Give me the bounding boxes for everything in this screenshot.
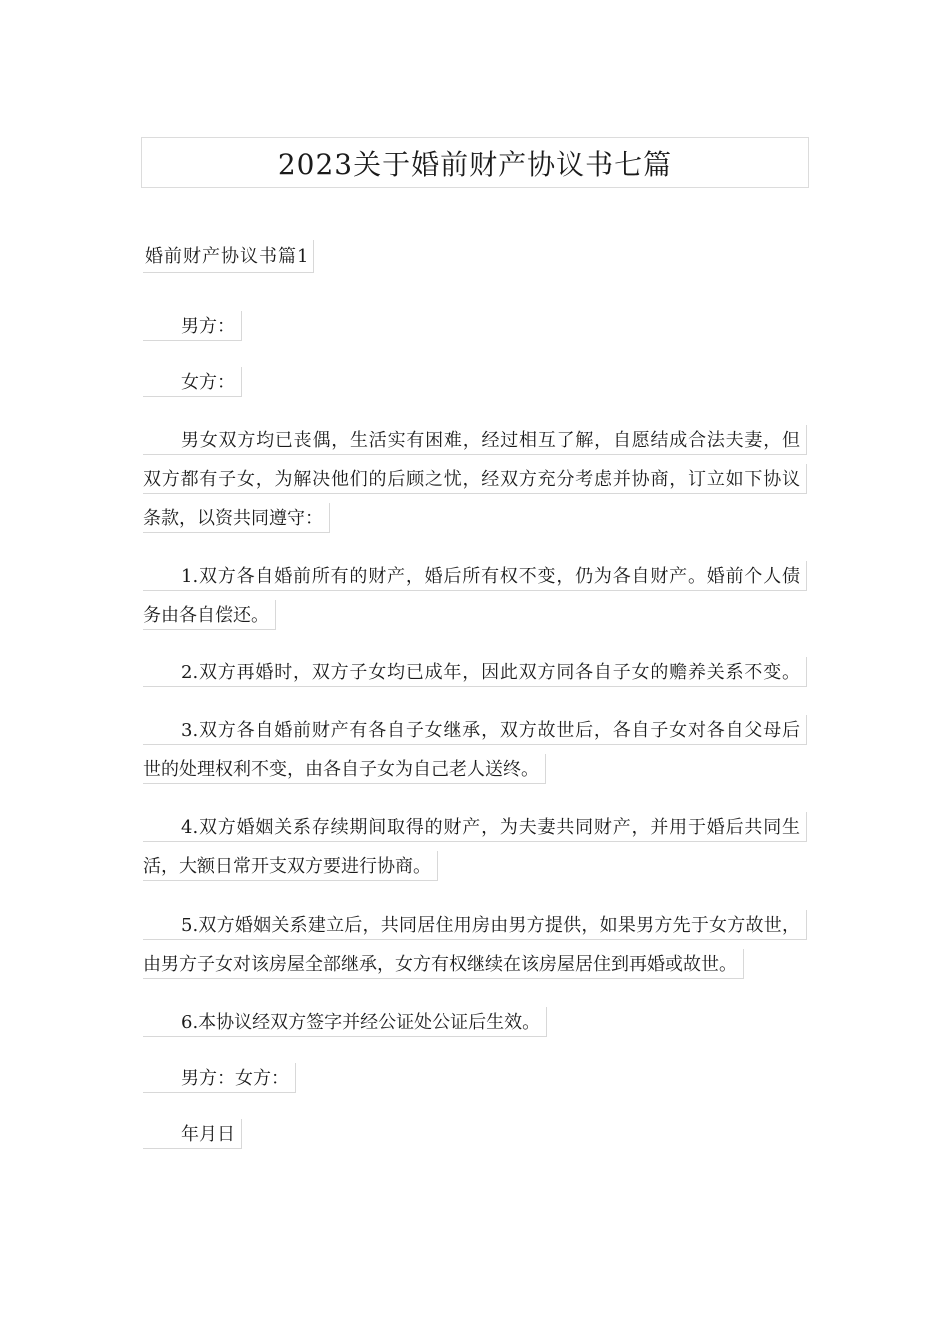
section-heading: 婚前财产协议书篇1 [143,240,314,273]
paragraph-line: 男方： [143,311,242,341]
document-title: 2023关于婚前财产协议书七篇 [141,137,809,188]
paragraph-line: 女方： [143,367,242,397]
paragraph-line: 双方都有子女，为解决他们的后顾之忧，经双方充分考虑并协商，订立如下协议 [143,464,807,494]
paragraph-line: 2.双方再婚时，双方子女均已成年，因此双方同各自子女的赡养关系不变。 [143,657,807,687]
date-line: 年月日 [143,1119,242,1149]
paragraph-line: 由男方子女对该房屋全部继承，女方有权继续在该房屋居住到再婚或故世。 [143,949,744,979]
paragraph-line: 6.本协议经双方签字并经公证处公证后生效。 [143,1007,547,1037]
paragraph-line: 1.双方各自婚前所有的财产，婚后所有权不变，仍为各自财产。婚前个人债 [143,561,807,591]
paragraph-line: 4.双方婚姻关系存续期间取得的财产，为夫妻共同财产，并用于婚后共同生 [143,812,807,842]
paragraph-line: 3.双方各自婚前财产有各自子女继承，双方故世后，各自子女对各自父母后 [143,715,807,745]
paragraph-line: 活，大额日常开支双方要进行协商。 [143,851,438,881]
paragraph-line: 条款，以资共同遵守： [143,503,330,533]
paragraph-line: 5.双方婚姻关系建立后，共同居住用房由男方提供，如果男方先于女方故世， [143,910,807,940]
paragraph-line: 世的处理权利不变，由各自子女为自己老人送终。 [143,754,546,784]
signature-line: 男方：女方： [143,1063,296,1093]
paragraph-line: 男女双方均已丧偶，生活实有困难，经过相互了解，自愿结成合法夫妻，但 [143,425,807,455]
paragraph-line: 务由各自偿还。 [143,600,276,630]
